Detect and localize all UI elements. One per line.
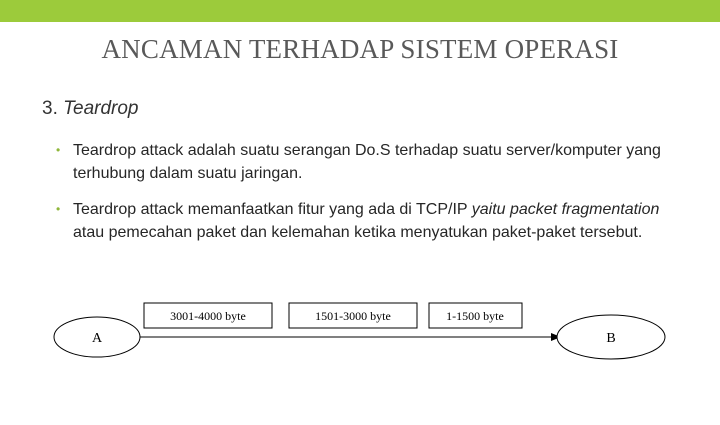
node-a-label: A [91, 331, 103, 346]
section-name: Teardrop [63, 98, 139, 119]
fragment-label: 1-1500 byte [446, 309, 504, 323]
bullet-text [73, 198, 686, 244]
accent-top-bar [0, 0, 720, 22]
fragment-label: 1501-3000 byte [315, 309, 391, 323]
bullet-item [56, 139, 686, 185]
bullet-item [56, 198, 686, 244]
node-b-label: B [606, 331, 616, 346]
bullet-text: Teardrop attack adalah suatu serangan Do.S terhadap suatu server/komputer yang terhubung dalam suatu jaringan. [73, 142, 661, 182]
fragment-label: 3001-4000 byte [170, 309, 246, 323]
fragmentation-diagram [0, 290, 720, 370]
section-heading [42, 98, 139, 120]
bullet-text-plain-end: atau pemecahan paket dan kelemahan ketika menyatukan paket-paket tersebut. [73, 224, 643, 241]
slide-title: ANCAMAN TERHADAP SISTEM OPERASI [101, 34, 619, 64]
bullet-text-plain: Teardrop attack memanfaatkan fitur yang ada di TCP/IP [73, 201, 472, 218]
section-number: 3. [42, 98, 58, 119]
bullet-icon: • [56, 202, 61, 216]
bullet-text-italic: yaitu packet fragmentation [471, 201, 660, 218]
bullet-icon: • [56, 143, 61, 157]
